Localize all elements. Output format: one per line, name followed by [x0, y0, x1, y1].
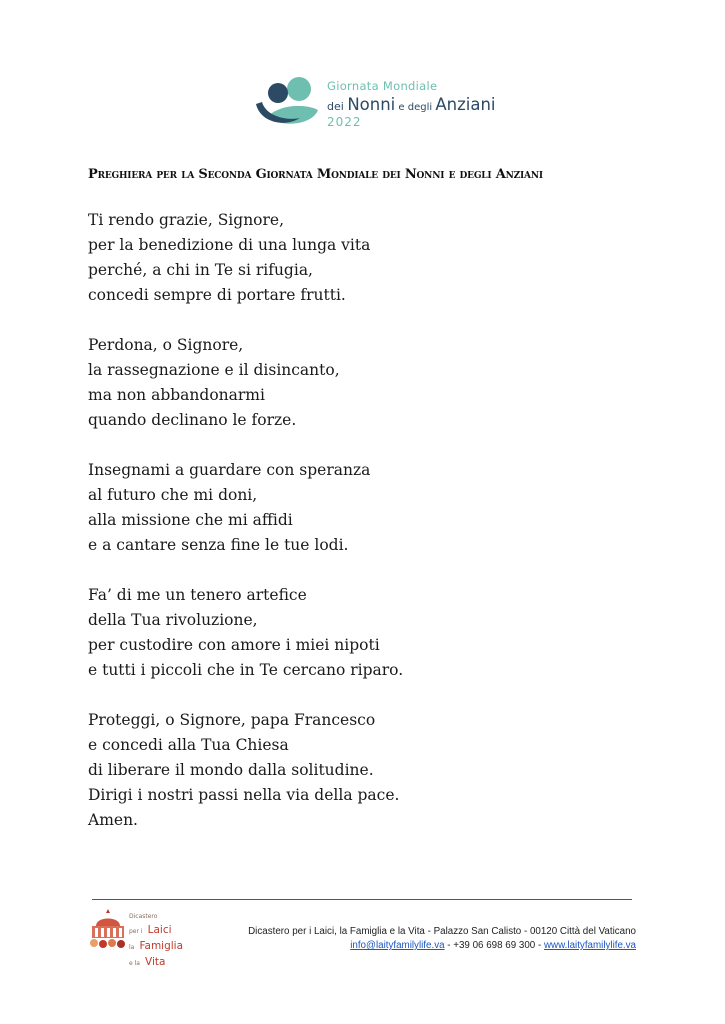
event-logo	[254, 74, 496, 130]
stanza	[88, 583, 648, 683]
verse-line: e a cantare senza fine le tue lodi.	[88, 536, 349, 554]
verse-line: perché, a chi in Te si rifugia,	[88, 261, 313, 279]
verse-line: al futuro che mi doni,	[88, 486, 258, 504]
stanza	[88, 333, 648, 433]
verse-line: di liberare il mondo dalla solitudine.	[88, 761, 374, 779]
verse-line: ma non abbandonarmi	[88, 386, 265, 404]
verse-line: alla missione che mi affidi	[88, 511, 293, 529]
verse-line: e tutti i piccoli che in Te cercano riparo.	[88, 661, 404, 679]
logo-line-1: Giornata Mondiale	[327, 79, 438, 93]
prayer-text	[88, 208, 648, 858]
verse-line: e concedi alla Tua Chiesa	[88, 736, 289, 754]
footer-address: Dicastero per i Laici, la Famiglia e la Vita - Palazzo San Calisto - 00120 Città del Vaticano	[248, 926, 636, 937]
stanza	[88, 708, 648, 833]
verse-line: concedi sempre di portare frutti.	[88, 286, 346, 304]
verse-line: per custodire con amore i miei nipoti	[88, 636, 380, 654]
dicastery-logo: Dicastero per i Laici la Famiglia e la Vita	[86, 906, 196, 954]
footer-contact: Dicastero per i Laici, la Famiglia e la Vita - Palazzo San Calisto - 00120 Città del Vaticano info@laityfamilylife.va - +39 06 698 69 300 - www.laityfamilylife.va	[248, 926, 636, 951]
logo-laici: Laici	[147, 924, 172, 936]
verse-line: la rassegnazione e il disincanto,	[88, 361, 340, 379]
verse-line: Dirigi i nostri passi nella via della pace.	[88, 786, 400, 804]
logo-vita: Vita	[145, 956, 166, 968]
stanza	[88, 208, 648, 308]
verse-line: della Tua rivoluzione,	[88, 611, 258, 629]
verse-line: Perdona, o Signore,	[88, 336, 244, 354]
verse-line: Insegnami a guardare con speranza	[88, 461, 371, 479]
verse-line: Fa’ di me un tenero artefice	[88, 586, 307, 604]
website-link[interactable]: www.laityfamilylife.va	[543, 940, 636, 951]
logo-famiglia: Famiglia	[139, 940, 184, 952]
verse-line: Proteggi, o Signore, papa Francesco	[88, 711, 376, 729]
email-link[interactable]: info@laityfamilylife.va	[350, 940, 445, 951]
footer-divider	[92, 899, 632, 900]
verse-line: Amen.	[88, 811, 138, 829]
basilica-logo-icon	[86, 906, 130, 952]
prayer-title: Preghiera per la Seconda Giornata Mondiale dei Nonni e degli Anziani	[88, 167, 543, 182]
logo-dicastero: Dicastero	[129, 913, 158, 920]
stanza	[88, 458, 648, 558]
logo-year: 2022	[327, 115, 362, 129]
verse-line: quando declinano le forze.	[88, 411, 297, 429]
grandparents-logo-icon	[254, 74, 320, 130]
verse-line: per la benedizione di una lunga vita	[88, 236, 371, 254]
logo-line-2: dei Nonni e degli Anziani	[327, 94, 496, 114]
phone-number: +39 06 698 69 300	[453, 940, 536, 951]
verse-line: Ti rendo grazie, Signore,	[88, 211, 285, 229]
